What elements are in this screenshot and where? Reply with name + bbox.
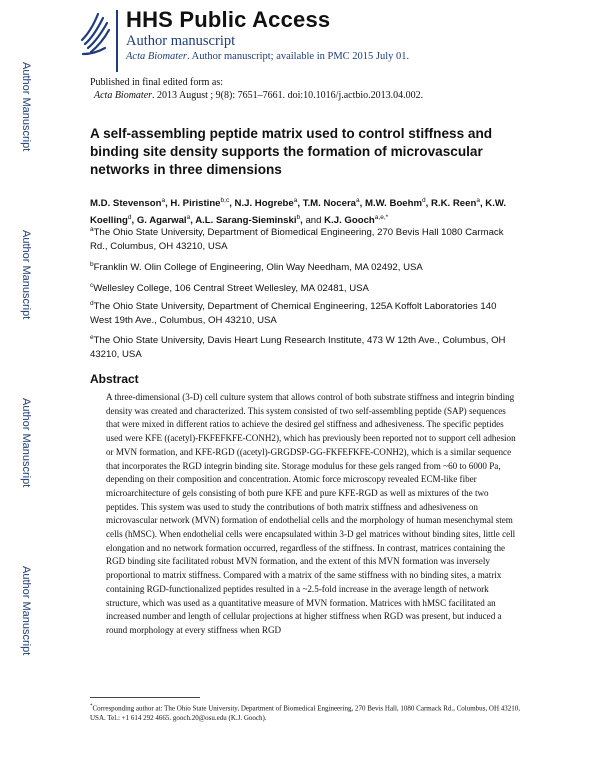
publication-line: Published in final edited form as: [90, 77, 224, 88]
header-divider [116, 10, 118, 72]
author-affiliation-marker: a [476, 197, 480, 204]
header-availability [126, 51, 409, 62]
publication-info [90, 76, 423, 102]
author [431, 198, 480, 209]
author [235, 198, 298, 209]
author-name: M.W. Boehm [365, 198, 423, 210]
affiliation [90, 223, 520, 253]
affiliation-text: The Ohio State University, Department of Biomedical Engineering, 270 Bevis Hall 1080 Carmack Rd., Columbus, OH 43210, USA [90, 227, 504, 252]
affiliation [90, 331, 520, 361]
margin-label: Author Manuscript [20, 230, 32, 320]
margin-label: Author Manuscript [20, 62, 32, 152]
author-name: R.K. Reen [431, 198, 477, 210]
author-affiliation-marker: a,e,* [374, 214, 389, 222]
header-availability-text: . Author manuscript; available in PMC 2015 July 01. [186, 51, 410, 62]
header-title: HHS Public Access [126, 7, 331, 32]
author-name: M.D. Stevenson [90, 198, 162, 210]
author-name: A.L. Sarang-Sieminski [195, 215, 297, 227]
author-conjunction: and [305, 215, 322, 227]
affiliation-marker: d [90, 300, 94, 307]
author-name: H. Piristine [170, 198, 221, 210]
footnote-marker: * [90, 704, 93, 709]
affiliation-marker: b [90, 261, 94, 268]
author-affiliation-marker: b,c [220, 197, 230, 204]
affiliation-marker: a [90, 226, 94, 233]
author-affiliation-marker: d [127, 214, 132, 222]
header-journal: Acta Biomater [126, 51, 187, 62]
header-subtitle: Author manuscript [126, 33, 236, 49]
abstract-heading: Abstract [90, 372, 139, 386]
author-affiliation-marker: a [186, 214, 191, 222]
margin-label: Author Manuscript [20, 398, 32, 488]
affiliation [90, 279, 520, 296]
citation-details: . 2013 August ; 9(8): 7651–7661. doi:10.1016/j.actbio.2013.04.002. [152, 90, 424, 101]
author [90, 198, 165, 209]
author-affiliation-marker: a [293, 197, 298, 204]
author-name: T.M. Nocera [302, 198, 357, 210]
author [303, 198, 360, 209]
page-header [78, 7, 538, 68]
footnote [90, 702, 520, 723]
affiliation-marker: c [90, 282, 94, 289]
author-name: G. Agarwal [136, 215, 187, 227]
footnote-divider [90, 697, 200, 698]
citation-journal: Acta Biomater [94, 90, 153, 101]
hhs-eagle-icon [78, 10, 112, 58]
affiliation [90, 297, 520, 327]
affiliation-marker: e [90, 334, 94, 341]
author-affiliation-marker: b [296, 214, 301, 222]
author-name: N.J. Hogrebe [234, 198, 294, 210]
affiliation [90, 258, 520, 275]
author-affiliation-marker: d [422, 197, 426, 204]
margin-label: Author Manuscript [20, 566, 32, 656]
author [365, 198, 426, 209]
author-name: K.W. Koelling [90, 198, 507, 227]
affiliation-text: Franklin W. Olin College of Engineering, Olin Way Needham, MA 02492, USA [93, 262, 423, 274]
footnote-text: Corresponding author at: The Ohio State University, Department of Biomedical Engineering, 270 Bevis Hall, 1080 Carmack Rd., Columbus, OH 43210, USA. Tel.: +1 614 292 4665. gooch.20@osu.edu (K.J. Gooch). [90, 704, 521, 722]
author-affiliation-marker: a [161, 197, 166, 204]
author-affiliation-marker: a [356, 197, 360, 204]
author-name: K.J. Gooch [324, 215, 375, 227]
affiliation-text: The Ohio State University, Department of Chemical Engineering, 125A Koffolt Laboratories 140 West 19th Ave., Columbus, OH 43210, USA [90, 301, 497, 326]
publication-citation [90, 89, 423, 102]
author [170, 198, 229, 209]
author-list: M.D. Stevenson$^a$, H. Piristine$^{b,c}$, N.J. Hogrebe$^a$, T.M. Nocera$^a$, M.W. Boehm$^d$, R.K. Reen$^a$, K.W. Koelling$^d$, G. Agarwal$^a$, A.L. Sarang-Sieminski$^b$, and K.J. Gooch$^{a,e,*}$ [90, 197, 507, 227]
affiliation-text: The Ohio State University, Davis Heart Lung Research Institute, 473 W 12th Ave., Columbus, OH 43210, USA [90, 335, 506, 360]
article-title: A self-assembling peptide matrix used to control stiffness and binding site density supports the formation of microvascular networks in three dimensions [90, 126, 493, 177]
affiliation-text: Wellesley College, 106 Central Street Wellesley, MA 02481, USA [93, 283, 369, 295]
abstract-text: A three-dimensional (3-D) cell culture system that allows control of both substrate stiffness and integrin binding density was created and characterized. This system consisted of two self-assembling peptide (SAP) sequences that were mixed in different ratios to achieve the desired gel stiffness and adhesiveness. The specific peptides used were KFE ((acetyl)-FKFEFKFE-CONH2), which has previously been reported not to support cell adhesion or MVN formation, and KFE-RGD ((acetyl)-GRGDSP-GG-FKFEFKFE-CONH2), which is a similar sequence that incorporates the RGD integrin binding site. Storage modulus for these gels ranged from ~60 to 6000 Pa, depending on their composition and concentration. Atomic force microscopy revealed ECM-like fiber microarchitecture of gels consisting of both pure KFE and pure KFE-RGD as well as mixtures of the two peptides. This system was used to study the contributions of both matrix stiffness and adhesiveness on microvascular network (MVN) formation of endothelial cells and the morphology of human mesenchymal stem cells (hMSC). When endothelial cells were encapsulated within 3-D gel matrices without binding sites, little cell elongation and no network formation occurred, regardless of the stiffness. In contrast, matrices containing the RGD binding site facilitated robust MVN formation, and the extent of this MVN formation was inversely proportional to matrix stiffness. Compared with a matrix of the same stiffness with no binding sites, a matrix containing RGD-functionalized peptides resulted in a ~2.5-fold increase in the average length of network structure, which was used as a quantitative measure of MVN formation. Matrices with hMSC facilitated an increased number and length of cellular projections at higher stiffness when RGD was present, but induced a round morphology at every stiffness when RGD [106, 392, 516, 635]
